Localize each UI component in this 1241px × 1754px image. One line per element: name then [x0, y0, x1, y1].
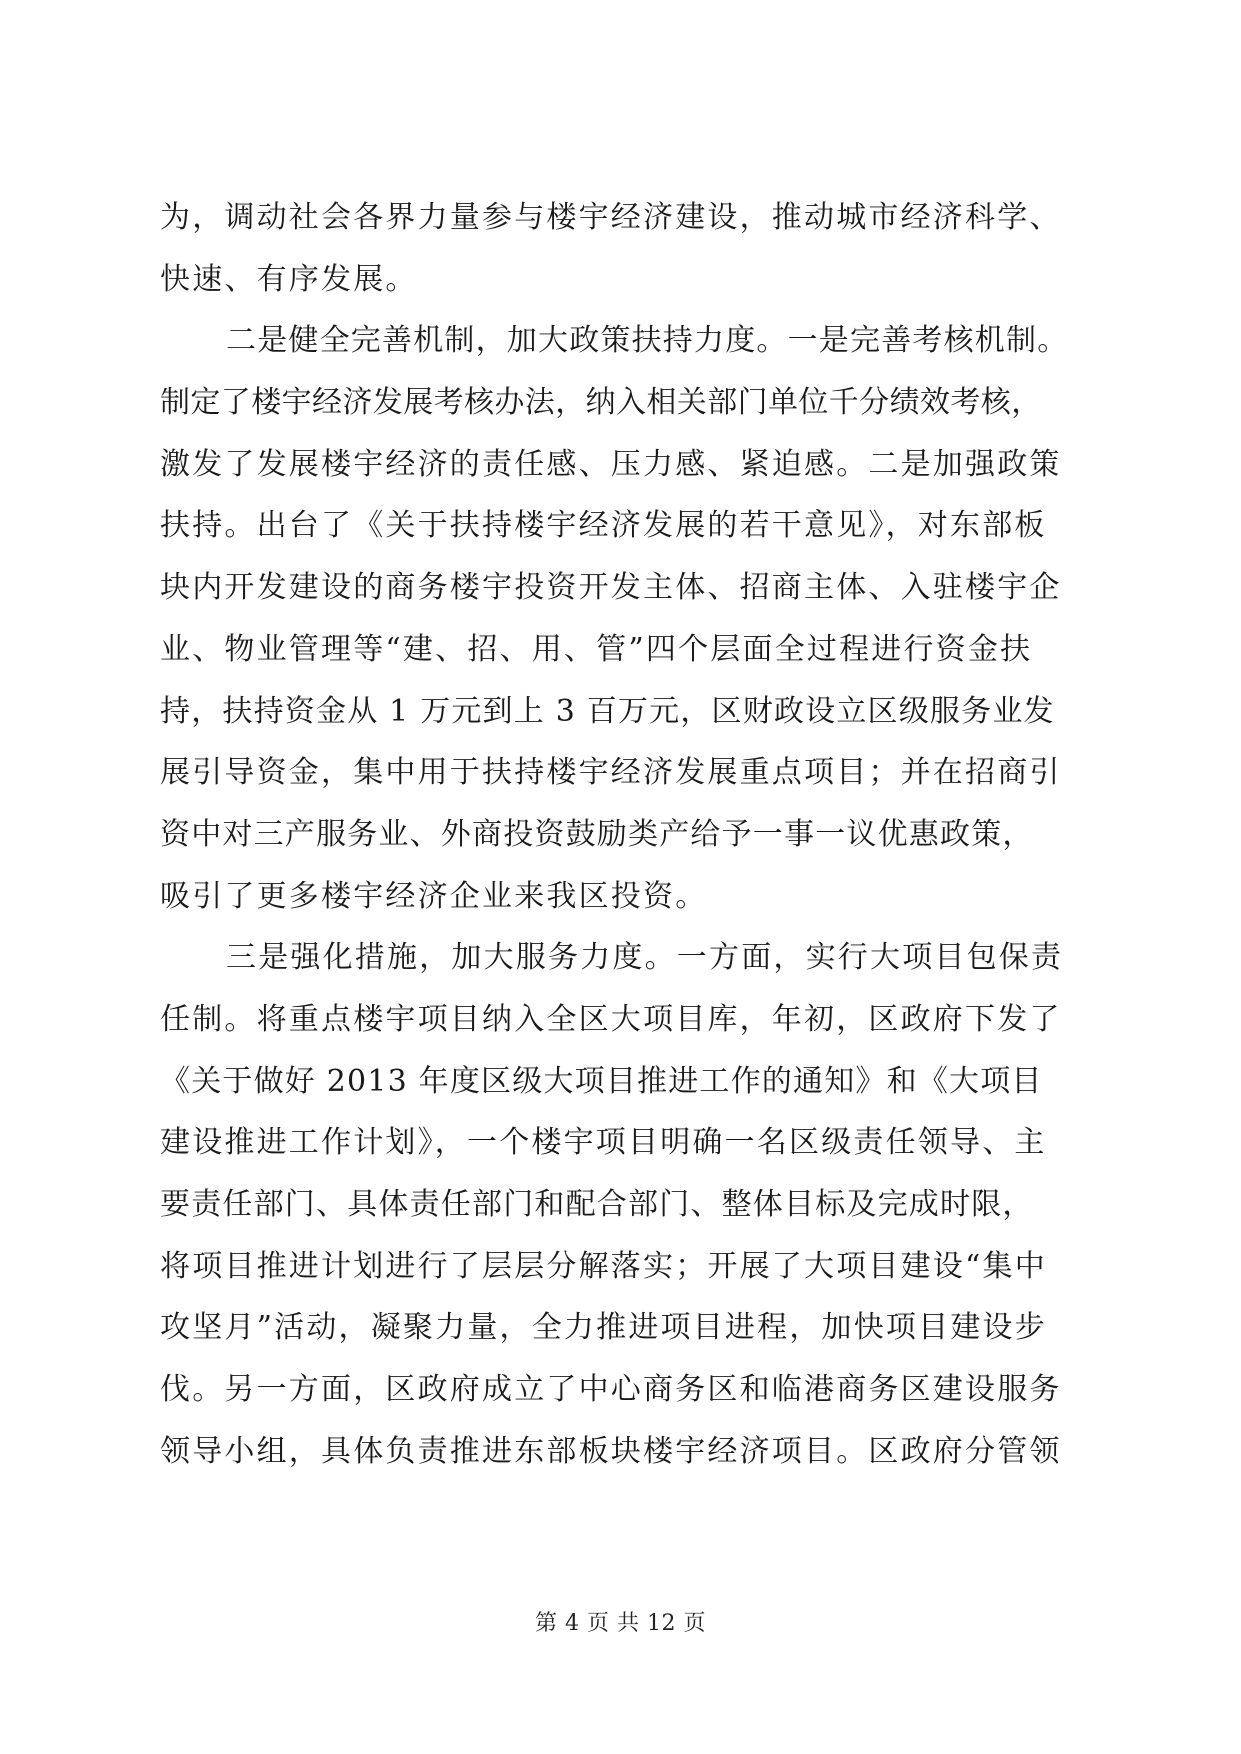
text-line: 为，调动社会各界力量参与楼宇经济建设，推动城市经济科学、 [160, 200, 1062, 235]
text-line: 建设推进工作计划》，一个楼宇项目明确一名区级责任领导、主 [160, 1125, 1047, 1161]
text-line: 将项目推进计划进行了层层分解落实；开展了大项目建设“集中 [160, 1248, 1047, 1284]
text-line: 持，扶持资金从 1 万元到上 3 百万元，区财政设立区级服务业发 [160, 693, 1055, 729]
text-line: 块内开发建设的商务楼宇投资开发主体、招商主体、入驻楼宇企 [160, 570, 1062, 606]
text-line: 要责任部门、具体责任部门和配合部门、整体目标及完成时限， [160, 1187, 1034, 1222]
text-line: 展引导资金，集中用于扶持楼宇经济发展重点项目；并在招商引 [160, 755, 1062, 791]
text-line: 快速、有序发展。 [160, 261, 418, 297]
document-body [160, 187, 1080, 1482]
text-line: 领导小组，具体负责推进东部板块楼宇经济项目。区政府分管领 [160, 1433, 1062, 1469]
page-number-footer: 第 4 页 共 12 页 [535, 1611, 706, 1636]
text-line: 资中对三产服务业、外商投资鼓励类产给予一事一议优惠政策， [160, 816, 1034, 852]
text-line: 激发了发展楼宇经济的责任感、压力感、紧迫感。二是加强政策 [160, 446, 1062, 482]
text-line: 业、物业管理等“建、招、用、管”四个层面全过程进行资金扶 [160, 631, 1033, 667]
text-line: 吸引了更多楼宇经济企业来我区投资。 [160, 878, 708, 914]
text-line: 攻坚月”活动，凝聚力量，全力推进项目进程，加快项目建设步 [160, 1310, 1047, 1346]
paragraph-start-line: 三是强化措施，加大服务力度。一方面，实行大项目包保责 [226, 940, 1064, 976]
text-line: 伐。另一方面，区政府成立了中心商务区和临港商务区建设服务 [160, 1372, 1062, 1408]
text-line: 制定了楼宇经济发展考核办法，纳入相关部门单位千分绩效考核， [160, 385, 1042, 421]
text-line: 任制。将重点楼宇项目纳入全区大项目库，年初，区政府下发了 [160, 1001, 1062, 1037]
text-line: 《关于做好 2013 年度区级大项目推进工作的通知》和《大项目 [160, 1063, 1043, 1099]
paragraph-start-line: 二是健全完善机制，加大政策扶持力度。一是完善考核机制。 [226, 323, 1069, 359]
text-line: 扶持。出台了《关于扶持楼宇经济发展的若干意见》，对东部板 [160, 508, 1047, 544]
